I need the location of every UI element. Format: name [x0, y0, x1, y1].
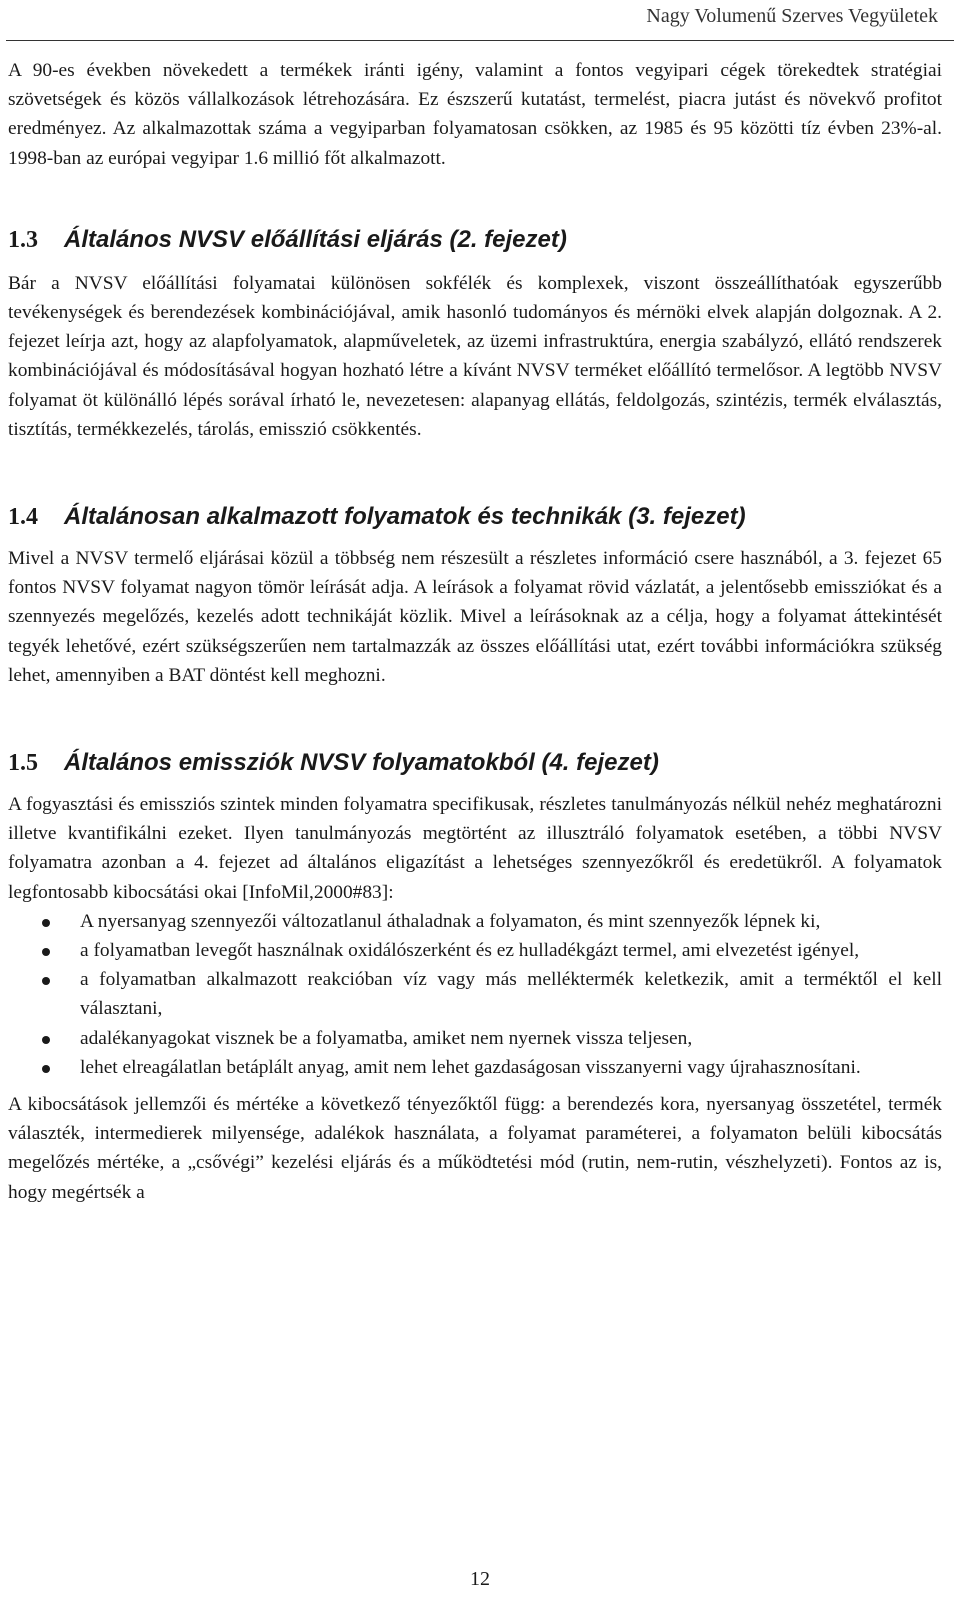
list-item: A nyersanyag szennyezői változatlanul áthaladnak a folyamaton, és mint szennyezők lépnek ki, — [8, 907, 942, 936]
section-1-5-paragraph: A fogyasztási és emissziós szintek minden folyamatra specifikusak, részletes tanulmányozás nélkül nehéz meghatározni illetve kvantifikálni ezeket. Ilyen tanulmányozás megtörtént az illusztráló folyamatok esetében, a többi NVSV folyamatra azonban a 4. fejezet ad általános eligazítást a lehetséges szennyezőkről és eredetükről. A folyamatok legfontosabb kibocsátási okai [InfoMil,2000#83]: — [8, 794, 942, 903]
list-item: adalékanyagokat visznek be a folyamatba, amiket nem nyernek vissza teljesen, — [8, 1024, 942, 1053]
closing-paragraph: A kibocsátások jellemzői és mértéke a következő tényezőktől függ: a berendezés kora, nyersanyag összetétel, termék választék, intermedierek milyensége, adalékok használata, a folyamat paraméterei, a folyamaton belüli kibocsátás megelőzés mértéke, a „csővégi” kezelési eljárás és a működtetési mód (rutin, nem-rutin, vészhelyzeti). Fontos az is, hogy megértsék a — [8, 1094, 942, 1203]
section-number: 1.5 — [8, 750, 38, 777]
bullet-icon — [42, 977, 50, 985]
section-heading-1-5 — [8, 748, 942, 778]
section-heading-1-3 — [8, 225, 942, 255]
section-number: 1.3 — [8, 226, 38, 253]
bullet-icon — [42, 948, 50, 956]
section-heading-1-4 — [8, 502, 942, 532]
section-title: Általánosan alkalmazott folyamatok és technikák (3. fejezet) — [64, 503, 746, 531]
page-number: 12 — [470, 1568, 490, 1590]
intro-paragraph: A 90-es években növekedett a termékek iránti igény, valamint a fontos vegyipari cégek törekedtek stratégiai szövetségek és közös vállalkozások létrehozására. Ez észszerű kutatást, termelést, piacra jutást és növekvő profitot eredményez. Az alkalmazottak száma a vegyiparban folyamatosan csökken, az 1985 és 95 közötti tíz évben 23%-al. 1998-ban az európai vegyipar 1.6 millió főt alkalmazott. — [8, 60, 942, 169]
bullet-icon — [42, 1065, 50, 1073]
section-title: Általános NVSV előállítási eljárás (2. fejezet) — [64, 225, 567, 253]
list-item: a folyamatban levegőt használnak oxidálószerként és ez hulladékgázt termel, ami elvezetést igényel, — [8, 936, 942, 965]
section-number: 1.4 — [8, 504, 38, 531]
list-item: a folyamatban alkalmazott reakcióban víz vagy más melléktermék keletkezik, amit a terméktől el kell választani, — [8, 965, 942, 1023]
bullet-icon — [42, 1036, 50, 1044]
section-title: Általános emissziók NVSV folyamatokból (4. fejezet) — [64, 749, 659, 777]
header-divider — [6, 40, 954, 41]
list-item: lehet elreagálatlan betáplált anyag, amit nem lehet gazdaságosan visszanyerni vagy újrahasznosítani. — [8, 1053, 942, 1082]
emission-causes-list — [8, 907, 942, 1082]
page-content — [8, 56, 942, 1207]
bullet-icon — [42, 919, 50, 927]
section-1-3-paragraph: Bár a NVSV előállítási folyamatai különösen sokfélék és komplexek, viszont összeállíthatóak egyszerűbb tevékenységek és berendezések kombinációjával, amik hasonló tudományos és mérnöki elvek alapján dolgoznak. A 2. fejezet leírja azt, hogy az alapfolyamatok, alapműveletek, az üzemi infrastruktúra, energia szabályzó, ellátó rendszerek kombinációjával és módosításával hogyan hozható létre a kívánt NVSV terméket előállító termelősor. A legtöbb NVSV folyamat öt különálló lépés sorával írható le, nevezetesen: alapanyag ellátás, feldolgozás, szintézis, termék elválasztás, tisztítás, termékkezelés, tárolás, emisszió csökkentés. — [8, 272, 942, 440]
section-1-4-paragraph: Mivel a NVSV termelő eljárásai közül a többség nem részesült a részletes információ csere hasznából, a 3. fejezet 65 fontos NVSV folyamat nagyon tömör leírását adja. A leírások a folyamat rövid vázlatát, a jelentősebb emissziókat és a szennyezés megelőzés, kezelés adott technikáját közlik. Mivel a leírásoknak az a célja, hogy a folyamat áttekintését tegyék lehetővé, ezért szükségszerűen nem tartalmazzák az összes előállítási utat, ezért további információkra szükség lehet, amennyiben a BAT döntést kell meghozni. — [8, 548, 942, 686]
running-header: Nagy Volumenű Szerves Vegyületek — [646, 5, 938, 27]
